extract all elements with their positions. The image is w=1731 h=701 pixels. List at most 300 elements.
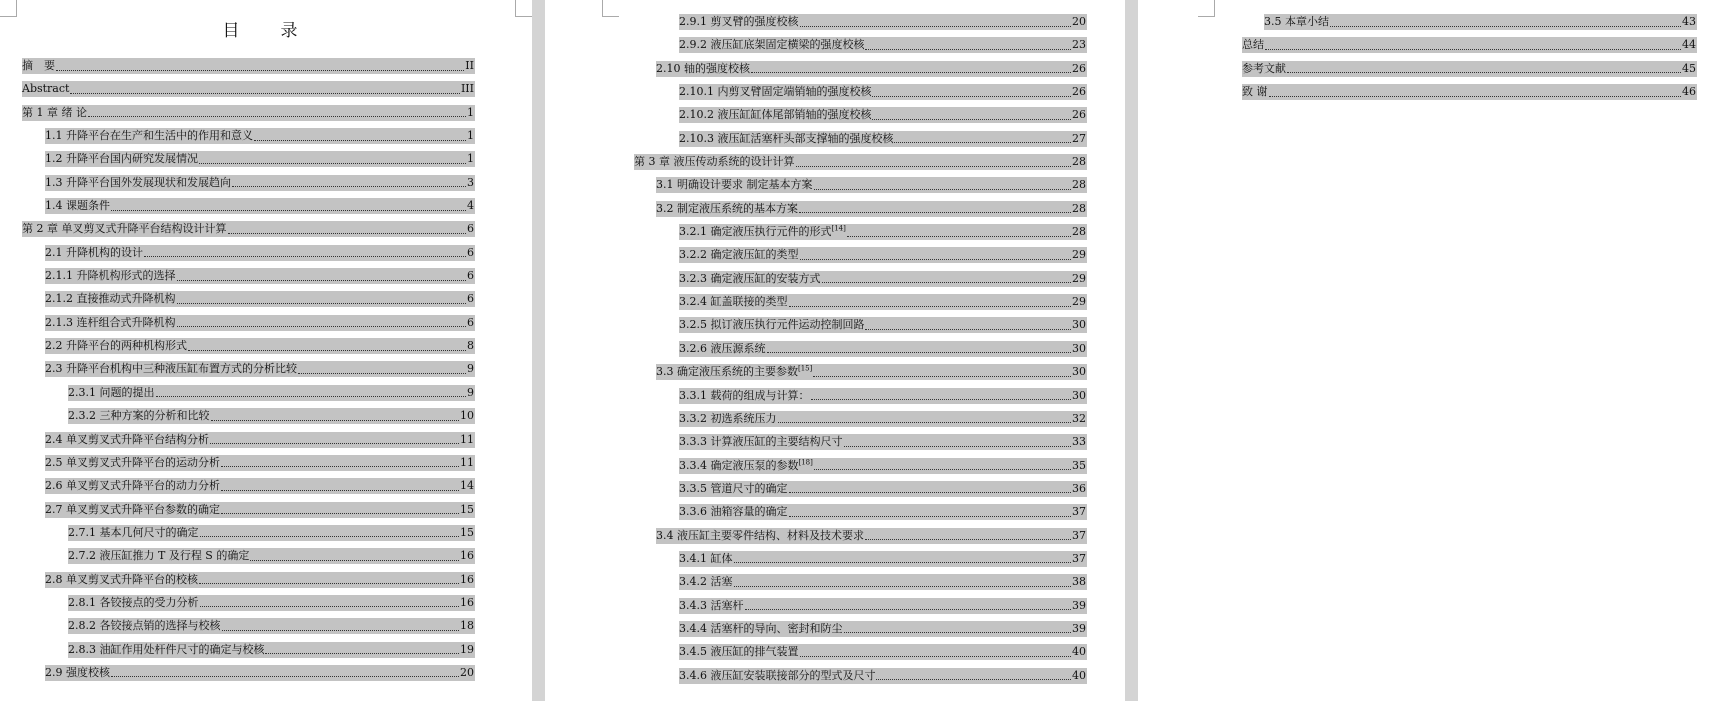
dot-leader [789, 302, 1072, 307]
toc-entries [0, 58, 532, 688]
dot-leader [1265, 45, 1681, 50]
toc-entry-title [1242, 37, 1264, 53]
toc-entry-text: 3.2.6 液压源系统 [679, 341, 766, 355]
toc-entry-title [45, 455, 220, 471]
toc-entry-title [679, 14, 799, 30]
dot-leader [156, 392, 467, 397]
toc-entry-title [634, 154, 795, 170]
toc-entry-title [679, 434, 843, 450]
toc-page-number: 16 [460, 572, 474, 586]
toc-entry-text: 摘 要 [22, 59, 55, 72]
toc-entry[interactable] [1264, 14, 1697, 30]
toc-entry-text: 3.2 制定液压系统的基本方案 [656, 201, 798, 215]
toc-entry-text: 1.1 升降平台在生产和生活中的作用和意义 [45, 129, 253, 143]
dot-leader [800, 255, 1072, 260]
toc-entry-text: 3.2.4 缸盖联接的类型 [679, 295, 788, 309]
toc-entry[interactable] [679, 644, 1087, 660]
toc-entry-title [679, 621, 843, 637]
toc-entry-title [679, 504, 788, 520]
toc-page-number: 9 [467, 362, 474, 376]
dot-leader [1330, 22, 1681, 27]
dot-leader [789, 512, 1072, 517]
toc-page-number: 40 [1072, 668, 1086, 682]
toc-page-number: 30 [1072, 388, 1086, 402]
toc-entry-title [1242, 61, 1286, 77]
toc-entry-title [68, 385, 155, 401]
toc-page-number: 16 [460, 595, 474, 609]
toc-page-number: 6 [467, 315, 474, 329]
toc-page-number: 15 [460, 502, 474, 516]
toc-page-number: 26 [1072, 61, 1086, 75]
toc-entry-title [22, 105, 87, 121]
toc-page-number: 1 [467, 152, 474, 166]
toc-page-number: 28 [1072, 155, 1086, 169]
citation-marker: [14] [831, 224, 846, 233]
dot-leader [221, 509, 459, 514]
toc-page-number: 43 [1682, 15, 1696, 28]
toc-page-number: 23 [1072, 38, 1086, 52]
toc-entry-title [45, 291, 176, 307]
toc-entry-title [679, 107, 871, 123]
toc-page-number: 30 [1072, 318, 1086, 332]
toc-entry[interactable] [1242, 84, 1697, 100]
toc-entry[interactable] [68, 525, 475, 541]
toc-entry-text: 总结 [1242, 38, 1264, 52]
dot-leader [796, 162, 1072, 167]
toc-page-number: 29 [1072, 271, 1086, 285]
toc-entry[interactable] [679, 37, 1087, 53]
toc-entry-title [45, 478, 220, 494]
toc-page-number: 11 [460, 432, 474, 446]
document-page-3 [1138, 0, 1731, 701]
toc-entry[interactable] [679, 598, 1087, 614]
toc-entry-text: 致 谢 [1242, 85, 1268, 99]
dot-leader [221, 462, 459, 467]
toc-page-number: 44 [1682, 38, 1696, 52]
dot-leader [865, 45, 1071, 50]
toc-entry-text: 第 2 章 单叉剪叉式升降平台结构设计计算 [22, 222, 227, 236]
toc-entry[interactable] [45, 361, 475, 377]
dot-leader [767, 348, 1072, 353]
dot-leader [210, 439, 459, 444]
toc-entry-title [68, 595, 199, 611]
dot-leader [221, 486, 459, 491]
dot-leader [111, 672, 459, 677]
toc-entry-title [679, 84, 871, 100]
toc-entry[interactable] [22, 105, 475, 121]
dot-leader [844, 628, 1072, 633]
toc-entry-title [68, 408, 210, 424]
toc-entry-title [679, 458, 813, 474]
toc-entry-text: 3.4.5 液压缸的排气装置 [679, 645, 799, 659]
dot-leader [88, 112, 466, 117]
toc-page-number: 38 [1072, 575, 1086, 589]
dot-leader [734, 582, 1072, 587]
toc-entries [545, 14, 1125, 691]
toc-entry-title [656, 528, 864, 544]
toc-page-number: 33 [1072, 435, 1086, 449]
toc-entry-title [68, 525, 199, 541]
dot-leader [800, 652, 1072, 657]
toc-entry-title [679, 574, 733, 590]
dot-leader [778, 418, 1072, 423]
toc-entry-text: 3.2.2 确定液压缸的类型 [679, 248, 799, 262]
toc-page-number: 37 [1072, 528, 1086, 542]
dot-leader [199, 579, 459, 584]
toc-entry[interactable] [679, 668, 1087, 684]
dot-leader [177, 276, 467, 281]
toc-entry-text: Abstract [22, 82, 70, 96]
toc-entry-text: 3.1 明确设计要求 制定基本方案 [656, 178, 813, 192]
dot-leader [745, 605, 1072, 610]
toc-page-number: 35 [1072, 458, 1086, 472]
toc-page-number: 6 [467, 222, 474, 236]
toc-entry-text: 1.4 课题条件 [45, 199, 110, 213]
toc-entry[interactable] [68, 618, 475, 634]
toc-page-number: 15 [460, 525, 474, 539]
toc-entry[interactable] [679, 317, 1087, 333]
toc-entry[interactable] [679, 107, 1087, 123]
toc-entry[interactable] [22, 81, 475, 97]
toc-entry[interactable] [679, 388, 1087, 404]
toc-entry-title [656, 177, 813, 193]
toc-entry-title [679, 131, 893, 147]
dot-leader [847, 232, 1071, 237]
toc-entry-text: 2.1.2 直接推动式升降机构 [45, 292, 176, 306]
toc-entry[interactable] [679, 411, 1087, 427]
crop-mark [0, 0, 17, 17]
toc-entry[interactable] [45, 128, 475, 144]
toc-page-number: 9 [467, 385, 474, 399]
citation-marker: [18] [798, 457, 813, 466]
toc-page-number: 18 [460, 619, 474, 633]
toc-entry[interactable] [22, 221, 475, 237]
toc-entry[interactable] [1242, 37, 1697, 53]
toc-entry-text: 2.8.3 油缸作用处杆件尺寸的确定与校核 [68, 642, 265, 656]
toc-entry-title [45, 665, 110, 681]
dot-leader [228, 229, 467, 234]
toc-entry-text: 2.1 升降机构的设计 [45, 245, 143, 259]
toc-entry-text: 3.3.5 管道尺寸的确定 [679, 481, 788, 495]
toc-page-number: 14 [460, 479, 474, 493]
toc-entry-title [68, 548, 249, 564]
citation-marker: [15] [798, 364, 813, 373]
toc-entry-text: 3.3.1 载荷的组成与计算： [679, 388, 810, 402]
toc-entry-title [679, 388, 810, 404]
toc-entry-text: 2.2 升降平台的两种机构形式 [45, 339, 187, 353]
toc-entry-title [679, 598, 744, 614]
toc-page-number: 40 [1072, 645, 1086, 659]
toc-page-number: 20 [1072, 15, 1086, 28]
toc-page-number: 28 [1072, 178, 1086, 192]
toc-page-number: 8 [467, 339, 474, 353]
dot-leader [872, 115, 1071, 120]
toc-entry[interactable] [679, 271, 1087, 287]
toc-entry-text: 2.10.1 内剪叉臂固定端销轴的强度校核 [679, 85, 872, 99]
toc-page-number: 37 [1072, 505, 1086, 519]
toc-entry[interactable] [68, 385, 475, 401]
toc-entry[interactable] [679, 434, 1087, 450]
toc-entry-title [45, 338, 187, 354]
toc-page-number: II [465, 59, 474, 72]
dot-leader [265, 649, 459, 654]
toc-entry-title [679, 247, 799, 263]
toc-entry[interactable] [45, 315, 475, 331]
toc-entry-title [1264, 14, 1329, 30]
toc-page-number: 46 [1682, 85, 1696, 99]
toc-entry[interactable] [656, 201, 1087, 217]
dot-leader [844, 442, 1072, 447]
toc-entry-text: 2.1.3 连杆组合式升降机构 [45, 315, 176, 329]
toc-page-number: 39 [1072, 621, 1086, 635]
toc-entry-text: 2.8.2 各铰接点销的选择与校核 [68, 619, 221, 633]
dot-leader [188, 346, 466, 351]
toc-entry[interactable] [679, 458, 1087, 474]
dot-leader [199, 159, 466, 164]
dot-leader [814, 185, 1072, 190]
toc-entry-text: 3.2.1 确定液压执行元件的形式 [679, 225, 832, 239]
toc-entry-text: 2.5 单叉剪叉式升降平台的运动分析 [45, 455, 220, 469]
toc-entry-text: 参考文献 [1242, 61, 1286, 75]
toc-entry-text: 第 3 章 液压传动系统的设计计算 [634, 155, 795, 169]
dot-leader [800, 22, 1072, 27]
toc-page-number: 16 [460, 549, 474, 563]
toc-entry[interactable] [45, 572, 475, 588]
toc-page-number: 11 [460, 455, 474, 469]
toc-page-number: 1 [467, 105, 474, 119]
crop-mark [515, 0, 532, 17]
toc-entry-title [679, 317, 864, 333]
dot-leader [144, 252, 466, 257]
toc-entry-text: 3.4.2 活塞 [679, 575, 733, 589]
toc-entry-text: 1.2 升降平台国内研究发展情况 [45, 152, 198, 166]
dot-leader [789, 488, 1072, 493]
toc-page-number: 26 [1072, 108, 1086, 122]
toc-entry[interactable] [68, 548, 475, 564]
toc-entry-title [656, 364, 812, 380]
dot-leader [222, 626, 460, 631]
toc-entry-title [45, 268, 176, 284]
toc-page-number: 29 [1072, 295, 1086, 309]
document-page-1 [0, 0, 532, 701]
dot-leader [876, 675, 1071, 680]
toc-page-number: 20 [460, 665, 474, 679]
dot-leader [813, 372, 1071, 377]
toc-entry[interactable] [22, 58, 475, 74]
toc-title: 目 录 [222, 21, 310, 41]
toc-page-number: III [460, 82, 474, 96]
toc-entry-text: 2.10.3 液压缸活塞杆头部支撑轴的强度校核 [679, 131, 894, 145]
toc-entry-title [679, 271, 821, 287]
toc-entry-title [679, 341, 766, 357]
dot-leader [811, 395, 1072, 400]
toc-entry[interactable] [679, 551, 1087, 567]
toc-entry-title [679, 481, 788, 497]
toc-entry-text: 2.4 单叉剪叉式升降平台结构分析 [45, 432, 209, 446]
toc-entry[interactable] [45, 432, 475, 448]
dot-leader [254, 136, 466, 141]
toc-entry-text: 2.10 轴的强度校核 [656, 61, 750, 75]
toc-entry-title [1242, 84, 1268, 100]
toc-entry[interactable] [679, 84, 1087, 100]
toc-entry-title [45, 315, 176, 331]
dot-leader [177, 322, 467, 327]
toc-entry[interactable] [45, 151, 475, 167]
toc-entry[interactable] [679, 504, 1087, 520]
toc-entry[interactable] [45, 338, 475, 354]
toc-entry-text: 2.7.1 基本几何尺寸的确定 [68, 525, 199, 539]
dot-leader [1269, 92, 1682, 97]
dot-leader [177, 299, 467, 304]
dot-leader [865, 325, 1071, 330]
toc-entry-text: 3.3.2 初选系统压力 [679, 411, 777, 425]
toc-entry-text: 2.3 升降平台机构中三种液压缸布置方式的分析比较 [45, 362, 297, 376]
toc-entry-title [679, 411, 777, 427]
toc-entry[interactable] [656, 528, 1087, 544]
toc-entry-text: 2.8 单叉剪叉式升降平台的校核 [45, 572, 198, 586]
toc-entry-text: 3.4.3 活塞杆 [679, 598, 744, 612]
toc-entry[interactable] [656, 364, 1087, 380]
toc-entry[interactable] [679, 481, 1087, 497]
toc-entry-text: 3.4.6 液压缸安装联接部分的型式及尺寸 [679, 668, 876, 682]
toc-entry[interactable] [45, 502, 475, 518]
toc-entry-title [68, 642, 264, 658]
toc-entry-title [45, 572, 198, 588]
toc-entry[interactable] [1242, 61, 1697, 77]
toc-entry[interactable] [634, 154, 1087, 170]
toc-entry[interactable] [45, 268, 475, 284]
toc-page-number: 27 [1072, 131, 1086, 145]
dot-leader [298, 369, 466, 374]
toc-entry-text: 2.9.2 液压缸底架固定横梁的强度校核 [679, 38, 865, 52]
toc-page-number: 10 [460, 409, 474, 423]
toc-entry[interactable] [45, 198, 475, 214]
toc-entry-text: 2.9 强度校核 [45, 665, 110, 679]
toc-entry[interactable] [679, 621, 1087, 637]
toc-entry-text: 3.5 本章小结 [1264, 15, 1329, 28]
dot-leader [200, 532, 460, 537]
toc-page-number: 28 [1072, 225, 1086, 239]
toc-entry-text: 2.6 单叉剪叉式升降平台的动力分析 [45, 479, 220, 493]
toc-entry-text: 2.7.2 液压缸推力 T 及行程 S 的确定 [68, 549, 250, 563]
toc-entry-title [679, 37, 864, 53]
dot-leader [814, 465, 1071, 470]
toc-page-number: 37 [1072, 551, 1086, 565]
dot-leader [200, 602, 460, 607]
toc-entry[interactable] [45, 291, 475, 307]
toc-page-number: 6 [467, 245, 474, 259]
dot-leader [872, 92, 1071, 97]
toc-page-number: 6 [467, 269, 474, 283]
toc-entry[interactable] [45, 245, 475, 261]
toc-entry-title [45, 198, 110, 214]
toc-page-number: 19 [460, 642, 474, 656]
toc-entry-text: 第 1 章 绪 论 [22, 105, 87, 119]
toc-entries [1138, 14, 1731, 107]
dot-leader [250, 556, 459, 561]
toc-entry-text: 3.4.4 活塞杆的导向、密封和防尘 [679, 621, 843, 635]
toc-entry[interactable] [679, 247, 1087, 263]
toc-entry-text: 2.3.1 问题的提出 [68, 385, 155, 399]
toc-entry-text: 3.3.3 计算液压缸的主要结构尺寸 [679, 435, 843, 449]
toc-entry-text: 3.3 确定液压系统的主要参数 [656, 365, 798, 379]
dot-leader [822, 278, 1072, 283]
toc-page-number: 4 [467, 199, 474, 213]
toc-entry-title [22, 58, 55, 74]
toc-entry-text: 2.9.1 剪叉臂的强度校核 [679, 15, 799, 28]
toc-entry[interactable] [679, 224, 1087, 240]
toc-page-number: 29 [1072, 248, 1086, 262]
toc-entry-text: 3.4 液压缸主要零件结构、材料及技术要求 [656, 528, 864, 542]
toc-entry[interactable] [679, 14, 1087, 30]
toc-entry-text: 3.3.6 油箱容量的确定 [679, 505, 788, 519]
toc-page-number: 45 [1682, 61, 1696, 75]
toc-page-number: 1 [467, 129, 474, 143]
toc-entry-title [45, 432, 209, 448]
toc-entry-title [679, 224, 846, 240]
toc-entry-title [45, 128, 253, 144]
toc-entry[interactable] [656, 177, 1087, 193]
toc-entry-title [656, 201, 798, 217]
toc-page-number: 28 [1072, 201, 1086, 215]
toc-entry-title [656, 61, 750, 77]
dot-leader [894, 138, 1071, 143]
toc-entry-title [45, 151, 198, 167]
toc-page-number: 26 [1072, 85, 1086, 99]
toc-entry-text: 3.4.1 缸体 [679, 551, 733, 565]
toc-page-number: 6 [467, 292, 474, 306]
toc-page-number: 32 [1072, 411, 1086, 425]
toc-entry-text: 2.10.2 液压缸缸体尾部销轴的强度校核 [679, 108, 872, 122]
toc-entry-title [45, 502, 220, 518]
toc-entry[interactable] [679, 574, 1087, 590]
toc-entry[interactable] [68, 408, 475, 424]
toc-entry-text: 2.3.2 三种方案的分析和比较 [68, 409, 210, 423]
toc-page-number: 39 [1072, 598, 1086, 612]
toc-entry[interactable] [45, 665, 475, 681]
toc-entry-text: 3.2.3 确定液压缸的安装方式 [679, 271, 821, 285]
toc-entry[interactable] [679, 341, 1087, 357]
toc-entry[interactable] [45, 455, 475, 471]
toc-entry-title [22, 221, 227, 237]
dot-leader [1287, 68, 1681, 73]
toc-page-number: 30 [1072, 365, 1086, 379]
dot-leader [751, 68, 1071, 73]
toc-page-number: 3 [467, 175, 474, 189]
dot-leader [734, 558, 1072, 563]
dot-leader [56, 66, 464, 71]
toc-entry-title [22, 81, 69, 97]
toc-entry[interactable] [45, 175, 475, 191]
toc-entry[interactable] [68, 595, 475, 611]
toc-entry[interactable] [679, 131, 1087, 147]
toc-entry-text: 2.1.1 升降机构形式的选择 [45, 269, 176, 283]
toc-entry-title [45, 361, 297, 377]
toc-entry[interactable] [656, 61, 1087, 77]
dot-leader [70, 89, 460, 94]
toc-entry[interactable] [45, 478, 475, 494]
toc-entry[interactable] [679, 294, 1087, 310]
dot-leader [799, 208, 1071, 213]
toc-entry-text: 3.2.5 拟订液压执行元件运动控制回路 [679, 318, 865, 332]
toc-entry-title [45, 245, 143, 261]
toc-entry-title [68, 618, 221, 634]
dot-leader [865, 535, 1071, 540]
toc-entry-title [679, 644, 799, 660]
toc-entry[interactable] [68, 642, 475, 658]
toc-entry-text: 2.8.1 各铰接点的受力分析 [68, 595, 199, 609]
dot-leader [211, 416, 460, 421]
